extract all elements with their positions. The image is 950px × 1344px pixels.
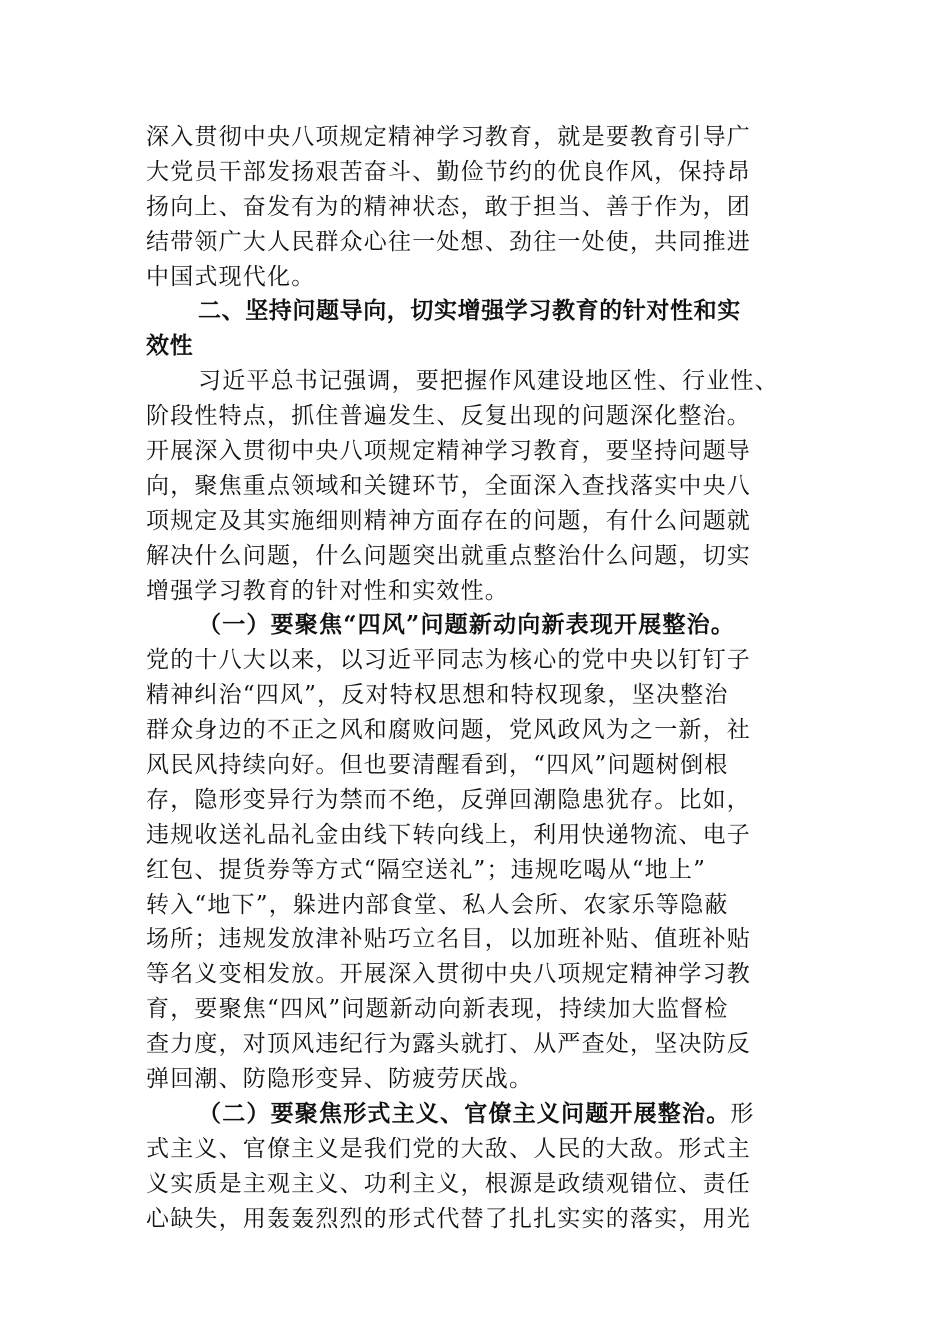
paragraph-line: 党的十八大以来，以习近平同志为核心的党中央以钉钉子 — [146, 647, 751, 674]
paragraph-line: 结带领广大人民群众心往一处想、劲往一处使，共同推进 — [146, 228, 751, 255]
section-heading: 二、坚持问题导向，切实增强学习教育的针对性和实 — [198, 298, 741, 325]
paragraph-line: 红包、提货券等方式“隔空送礼”；违规吃喝从“地上” — [146, 856, 707, 883]
paragraph-line: 式主义、官僚主义是我们党的大敌、人民的大敌。形式主 — [146, 1135, 751, 1162]
subsection-title: （一）要聚焦“四风”问题新动向新表现开展整治。 — [198, 611, 736, 639]
document-page — [146, 120, 810, 1237]
paragraph-line: 违规收送礼品礼金由线下转向线上，利用快递物流、电子 — [146, 821, 751, 848]
paragraph-line: 风民风持续向好。但也要清醒看到，“四风”问题树倒根 — [146, 752, 729, 779]
paragraph-line: 弹回潮、防隐形变异、防疲劳厌战。 — [146, 1066, 534, 1093]
paragraph-line: 等名义变相发放。开展深入贯彻中央八项规定精神学习教 — [146, 961, 751, 988]
paragraph-line: 存，隐形变异行为禁而不绝，反弹回潮隐患犹存。比如， — [146, 786, 751, 813]
paragraph-line: 精神纠治“四风”，反对特权思想和特权现象，坚决整治 — [146, 682, 729, 709]
paragraph-line: 项规定及其实施细则精神方面存在的问题，有什么问题就 — [146, 507, 751, 534]
paragraph-text: 形 — [730, 1100, 755, 1127]
paragraph-line: 增强学习教育的针对性和实效性。 — [146, 577, 509, 604]
paragraph-line: 育，要聚焦“四风”问题新动向新表现，持续加大监督检 — [146, 996, 729, 1023]
subsection-title-line — [146, 1097, 810, 1132]
paragraph-line: 开展深入贯彻中央八项规定精神学习教育，要坚持问题导 — [146, 438, 751, 465]
paragraph-line: 场所；违规发放津补贴巧立名目，以加班补贴、值班补贴 — [146, 926, 751, 953]
paragraph-line: 心缺失，用轰轰烈烈的形式代替了扎扎实实的落实，用光 — [146, 1205, 751, 1232]
section-heading-continued: 效性 — [146, 333, 194, 360]
paragraph-line: 扬向上、奋发有为的精神状态，敢于担当、善于作为，团 — [146, 193, 751, 220]
paragraph-line: 大党员干部发扬艰苦奋斗、勤俭节约的优良作风，保持昂 — [146, 158, 751, 185]
paragraph-line: 阶段性特点，抓住普遍发生、反复出现的问题深化整治。 — [146, 403, 751, 430]
paragraph-line: 查力度，对顶风违纪行为露头就打、从严查处，坚决防反 — [146, 1031, 751, 1058]
paragraph-line: 解决什么问题，什么问题突出就重点整治什么问题，切实 — [146, 542, 751, 569]
paragraph-line: 转入“地下”，躲进内部食堂、私人会所、农家乐等隐蔽 — [146, 891, 729, 918]
paragraph-line: 群众身边的不正之风和腐败问题，党风政风为之一新，社 — [146, 717, 751, 744]
paragraph-line: 义实质是主观主义、功利主义，根源是政绩观错位、责任 — [146, 1170, 751, 1197]
paragraph-line: 习近平总书记强调，要把握作风建设地区性、行业性、 — [198, 368, 779, 395]
subsection-title: （二）要聚焦形式主义、官僚主义问题开展整治。 — [198, 1099, 731, 1127]
paragraph-line: 向，聚焦重点领域和关键环节，全面深入查找落实中央八 — [146, 472, 751, 499]
paragraph-line: 深入贯彻中央八项规定精神学习教育，就是要教育引导广 — [146, 124, 751, 150]
paragraph-line: 中国式现代化。 — [146, 263, 316, 290]
